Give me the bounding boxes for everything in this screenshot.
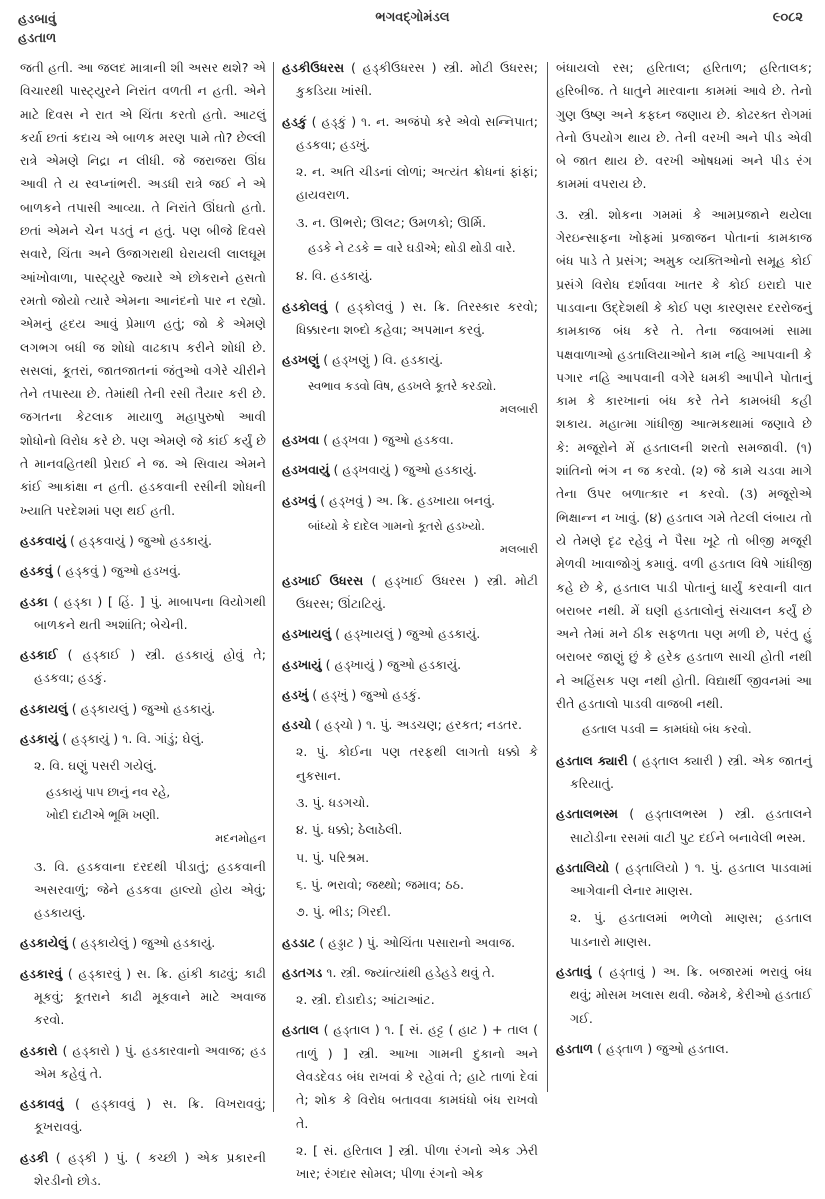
- entry-sense: ૨. ન. અતિ ચીડનાં લોળાં; અત્યંત ક્રોધનાં ફાંફાં; હાયવરાળ.: [296, 164, 538, 203]
- entry-headword: હડકવું: [20, 563, 53, 579]
- entry-definition: ( હડ્કાઈ ) સ્ત્રી. હડકાયું હોવું તે; હડકવા; હડકું.: [34, 647, 266, 686]
- entry-definition: ( હડ્કાયેલું ) જુઓ હડકાયું.: [67, 935, 216, 951]
- dictionary-entry: [282, 569, 538, 616]
- entry-definition: ( હડ્ખવાયું ) જુઓ હડકાયું.: [329, 462, 477, 478]
- entry-headword: હડકાઈ: [20, 647, 58, 663]
- dictionary-title: ભગવદ્‌ગોમંડલ: [375, 10, 450, 25]
- dictionary-entry: [282, 295, 538, 342]
- entry-sense: ૨. વિ. ઘણું પસરી ગયેલું.: [34, 758, 157, 774]
- entry-definition: ( હડ્કાયલું ) જુઓ હડકાયું.: [67, 700, 216, 716]
- quote-attribution: મદનમોહન: [215, 831, 266, 846]
- usage-quote: [20, 781, 266, 851]
- column-1: [20, 56, 266, 1199]
- entry-headword: હડખણું: [282, 352, 320, 368]
- entry-headword: હડતાલિયો: [556, 859, 610, 875]
- quote-attribution: મલબારી: [499, 542, 538, 557]
- continuation-paragraph: ૩. સ્ત્રી. શોકના ગમમાં કે આમપ્રજાને થયેલા ગેરઇન્સાફના ખોફમાં પ્રજાજન પોતાનાં કામકાજ બંધ પાડે તે પ્રસંગ; અમુક વ્યક્તિઓનો સમૂહ કોઈ પ્રસંગે વિરોધ દર્શાવવા ખાતર કે કોઈ ઇરાદો પાર પાડવાના ઉદ્દેશથી કે કોઈ પણ કારણસર દરરોજનું કામકાજ બંધ કરે તે. તેના જવાબમાં સામા પક્ષવાળાઓ હડતાલિયાઓને કામ નહિ આપવાની કે પગાર નહિ આપવાની વગેરે ધમકી આપીને પોતાનું કામ કે કારખાનાં બંધ કરે તેને કામબંધી કહી શકાય. મહાત્મા ગાંધીજી આત્મકથામાં જણાવે છે કે: મજૂરોને મેં હડતાલની શરતો સમજાવી. (૧) શાંતિનો ભંગ ન જ કરવો. (૨) જે કામે ચડવા માગે તેના ઉપર બળાત્કાર ન કરવો. (૩) મજૂરોએ ભિક્ષાન્ન ન ખાવું. (૪) હડતાલ ગમે તેટલી લંબાય તો યે તેમણે દૃઢ રહેવું ને પૈસા ખૂટે તો બીજી મજૂરી મેળવી ખાવાજોગું કમાવું. વળી હડતાલ વિષે ગાંધીજી કહે છે કે, હડતાલ પાડી પોતાનું ધાર્યું કરવાની વાત બરાબર નથી. મેં ઘણી હડતાલોનું સંચાલન કર્યું છે અને તેમાં મને ઠીક સફળતા પણ મળી છે, પરંતુ હું બરાબર જાણું છું કે હરેક હડતાળ સાચી હોતી નથી ને અહિંસક પણ નથી હોતી. વિદ્યાર્થી જીવનમાં આ રીતે હડતાલો પાડવી વાજબી નથી.: [556, 206, 812, 712]
- dictionary-entry: [282, 489, 538, 512]
- guide-word-last: હડતાળ: [18, 31, 57, 46]
- usage-quote: [282, 515, 538, 562]
- entry-headword: હડડાટ: [282, 934, 316, 950]
- page-header: [0, 10, 825, 54]
- dictionary-entry: [20, 1146, 266, 1193]
- entry-definition: ( હડ્કાયું ) ૧. વિ. ગાંડું; ઘેલું.: [58, 731, 205, 747]
- usage-quote: [282, 237, 538, 260]
- dictionary-entry: [20, 559, 266, 582]
- entry-headword: હડતાલ ક્યારી: [556, 752, 628, 768]
- entry-sense: ૩. પું. ધડગચો.: [296, 795, 370, 811]
- dictionary-entry: [282, 428, 538, 451]
- entry-definition: ( હડ્ખાઈ ઉધરસ ) સ્ત્રી. મોટી ઉધરસ; ઊંટાટિયું.: [296, 572, 538, 611]
- dictionary-entry: [282, 931, 538, 954]
- dictionary-entry: [282, 683, 538, 706]
- entry-headword: હડકાવવું: [20, 1096, 64, 1112]
- entry-headword: હડખાયલું: [282, 626, 332, 642]
- column-3: [556, 56, 812, 1067]
- dictionary-entry: [282, 713, 538, 736]
- entry-definition: ( હડ્તાલભસ્મ ) સ્ત્રી. હડતાલને સાટોડીના રસમાં વાટી પુટ દઈને બનાવેલી ભસ્મ.: [570, 806, 812, 845]
- quote-line: હડતાલ પડવી = કામધંધો બંધ કરવો.: [582, 722, 752, 737]
- entry-definition: ( હડ્ડાટ ) પું. ઓચિંતા પસારાનો અવાજ.: [315, 934, 516, 950]
- entry-sense: ૨. પું. કોઈના પણ તરફથી લાગતો ધક્કો કે નુકસાન.: [296, 744, 538, 783]
- column-divider: [273, 62, 274, 1112]
- entry-sense: ૪. વિ. હડકાયું.: [296, 268, 373, 284]
- entry-headword: હડકારો: [20, 1042, 58, 1058]
- entry-headword: હડકવાયું: [20, 532, 67, 548]
- page-number: ૯૦૮૨: [772, 10, 803, 25]
- quote-line: બાંધ્યો કે દાદેલ ગામનો કૂતરો હડખ્યો.: [308, 519, 485, 534]
- entry-definition: ( હડ્ચો ) ૧. પું. અડચણ; હરકત; નડતર.: [311, 717, 522, 733]
- entry-definition: ( હડ્તાળ ) જુઓ હડતાલ.: [593, 1040, 729, 1056]
- usage-quote: [556, 718, 812, 741]
- entry-definition: ( હડ્કારો ) પું. હડકારવાનો અવાજ; હડ એમ કહેવું તે.: [34, 1042, 266, 1081]
- entry-definition: ( હડ્તાલ ક્યારી ) સ્ત્રી. એક જાતનું કરિયાતું.: [570, 752, 812, 791]
- entry-headword: હડચો: [282, 717, 312, 733]
- entry-headword: હડખવું: [282, 492, 317, 508]
- entry-definition: ( હડ્તાલ ) ૧. [ સં. હટ્ટ ( હાટ ) + તાલ ( તાળું ) ] સ્ત્રી. આખા ગામની દુકાનો અને લેવડદેવડ બંધ રાખવાં કે રહેવાં તે; હાટે તાળાં દેવાં તે; શોક કે વિરોધ બતાવવા કામધંધો બંધ રાખવો તે.: [296, 1022, 538, 1131]
- entry-definition: ( હડ્ખવું ) અ. ક્રિ. હડખાયા બનવું.: [316, 492, 496, 508]
- entry-headword: હડતગડ: [282, 964, 323, 980]
- quote-line: ખોદી દાટીએ ભૂમિ ખણી.: [46, 807, 160, 822]
- dictionary-entry: [20, 590, 266, 637]
- quote-line: હડકે ને ટડકે = વારે ઘડીએ; થોડી થોડી વારે.: [308, 241, 516, 256]
- entry-definition: ( હડ્કી ) પું. ( કચ્છી ) એક પ્રકારની શેરડીનો છોડ.: [34, 1149, 266, 1189]
- dictionary-entry: [556, 802, 812, 849]
- entry-sense: ૨. સ્ત્રી. દોડાદોડ; આંટાઆંટ.: [296, 992, 435, 1008]
- entry-headword: હડકા: [20, 593, 48, 609]
- entry-definition: ( હડ્કવું ) જુઓ હડખવું.: [52, 563, 182, 579]
- dictionary-entry: [282, 110, 538, 157]
- dictionary-entry: [20, 643, 266, 690]
- guide-word-first: હડબાવું: [18, 12, 57, 27]
- entry-definition: ( હડ્કાવવું ) સ. ક્રિ. વિખરાવવું; કૂખરાવવું.: [34, 1096, 266, 1135]
- entry-headword: હડતાલ: [282, 1022, 319, 1038]
- entry-headword: હડકીઉધરસ: [282, 60, 345, 75]
- entry-headword: હડખાઈ ઉધરસ: [282, 572, 364, 588]
- entry-sense: ૩. વિ. હડકવાના દરદથી પીડાતું; હડકવાની અસરવાળું; જેને હડકવા હાલ્યો હોય એવું; હડકાયલું.: [34, 858, 266, 921]
- dictionary-entry: [556, 856, 812, 903]
- entry-sense: ૭. પું. ભીડ; ગિરદી.: [296, 904, 391, 920]
- entry-headword: હડકાયેલું: [20, 935, 68, 951]
- entry-definition: ( હડ્ખાયલું ) જુઓ હડકાયું.: [331, 626, 481, 642]
- entry-sense: ૨. [ સં. હરિતાલ ] સ્ત્રી. પીળા રંગનો એક ઝેરી ખાર; રંગદાર સોમલ; પીળા રંગનો એક: [296, 1142, 538, 1182]
- dictionary-entry: [282, 56, 538, 103]
- column-divider: [547, 62, 548, 1092]
- dictionary-entry: [20, 1092, 266, 1139]
- dictionary-entry: [282, 1018, 538, 1134]
- entry-headword: હડકી: [20, 1149, 49, 1165]
- dictionary-entry: [282, 961, 538, 984]
- entry-definition: ( હડ્તાલિયો ) ૧. પું. હડતાલ પાડવામાં આગેવાની લેનાર માણસ.: [570, 859, 812, 899]
- entry-headword: હડખવા: [282, 432, 320, 448]
- entry-sense: ૫. પું. પરિશ્રમ.: [296, 849, 370, 865]
- entry-definition: ( હડ્કા ) [ હિં. ] પું. માબાપના વિયોગથી બાળકને થતી અશાંતિ; બેચેની.: [34, 593, 266, 632]
- entry-headword: હડકારવું: [20, 965, 63, 981]
- dictionary-entry: [20, 529, 266, 552]
- entry-definition: ( હડ્ખાયું ) જુઓ હડકાયું.: [321, 656, 462, 672]
- entry-definition: ( હડ્કોલવું ) સ. ક્રિ. તિરસ્કાર કરવો; ધિક્કારના શબ્દો કહેવા; અપમાન કરવું.: [296, 298, 538, 337]
- entry-definition: ( હડ્ખવા ) જુઓ હડકવા.: [319, 432, 454, 448]
- entry-definition: ૧. સ્ત્રી. જ્યાંત્યાંથી હડેહડે થવું તે.: [322, 964, 495, 980]
- entry-sense: ૩. ન. ઊભરો; ઊલટ; ઉમળકો; ઊર્મિ.: [296, 214, 487, 230]
- entry-headword: હડકું: [282, 113, 307, 129]
- dictionary-entry: [20, 697, 266, 720]
- entry-definition: ( હડ્કું ) ૧. ન. અજંપો કરે એવો સન્નિપાત; હડકવા; હડખું.: [296, 113, 538, 152]
- entry-headword: હડતાલભસ્મ: [556, 806, 619, 822]
- column-2: [282, 56, 538, 1192]
- dictionary-entry: [282, 622, 538, 645]
- quote-attribution: મલબારી: [499, 401, 538, 416]
- dictionary-entry: [282, 458, 538, 481]
- entry-definition: ( હડ્કવાયું ) જુઓ હડકાયું.: [66, 532, 212, 548]
- entry-sense: ૬. પું. ભરાવો; જથ્થો; જમાવ; ઠઠ.: [296, 876, 464, 892]
- dictionary-entry: [282, 653, 538, 676]
- entry-headword: હડખવાયું: [282, 462, 330, 478]
- entry-headword: હડખાયું: [282, 656, 322, 672]
- dictionary-entry: [556, 960, 812, 1030]
- dictionary-entry: [282, 348, 538, 371]
- entry-sense: ૨. પું. હડતાલમાં ભળેલો માણસ; હડતાલ પાડનારો માણસ.: [570, 910, 812, 949]
- entry-headword: હડતાવું: [556, 963, 592, 979]
- entry-definition: ( હડ્કીઉધરસ ) સ્ત્રી. મોટી ઉધરસ; કુકડિયા ખાંસી.: [296, 60, 538, 99]
- entry-headword: હડકાયું: [20, 731, 59, 747]
- entry-sense: ૪. પું. ધક્કો; ઠેલાઠેલી.: [296, 822, 403, 838]
- dictionary-entry: [556, 749, 812, 796]
- entry-headword: હડકાયલું: [20, 700, 68, 716]
- dictionary-entry: [20, 727, 266, 750]
- usage-quote: [282, 375, 538, 422]
- dictionary-entry: [20, 962, 266, 1032]
- entry-definition: ( હડ્ખણું ) વિ. હડકાયું.: [319, 352, 444, 368]
- entry-headword: હડકોલવું: [282, 298, 328, 314]
- entry-definition: ( હડ્કારવું ) સ. ક્રિ. હાંકી કાઢવું; કાઢી મૂકવું; કૂતરાને કાઢી મૂકવાને માટે અવાજ કરવો.: [34, 965, 266, 1028]
- continuation-paragraph: બંધાયલો રસ; હરિતાલ; હરિતાળ; હરિતાલક; હરિબીજ. તે ધાતુને મારવાના કામમાં આવે છે. તેનો ગુણ ઉષ્ણ અને કફઘ્ન જણાય છે. કોઢરક્ત રોગમાં તેનો ઉપયોગ થાય છે. તેની વરખી અને પીડ એવી બે જાત થાય છે. વરખી ઓષધમાં અને પીડ રંગ કામમાં વપરાય છે.: [556, 60, 812, 192]
- entry-headword: હડખું: [282, 686, 309, 702]
- quote-line: સ્વભાવ કડવો વિષ, હડખલે કૂતરે કરડ્યો.: [308, 378, 497, 393]
- dictionary-entry: [20, 931, 266, 954]
- entry-definition: ( હડ્ખું ) જુઓ હડકું.: [308, 686, 421, 702]
- entry-headword: હડતાળ: [556, 1040, 594, 1056]
- entry-definition: ( હડ્તાવું ) અ. ક્રિ. બજારમાં ભરાવું બંધ થવું; મોસમ ખલાસ થવી. જેમકે, કેરીઓ હડતાઈ ગઈ.: [570, 963, 812, 1026]
- dictionary-entry: [556, 1037, 812, 1060]
- continuation-paragraph: જતી હતી. આ જલદ માત્રાની શી અસર થશે? એ વિચારથી પાસ્ટ્યુરને નિરાંત વળતી ન હતી. એને માટે દિવસ ને રાત એ ચિંતા કરતો હતો. આટલું કર્યા છતાં કદાચ એ બાળક મરણ પામે તો? છેલ્લી રાત્રે એમણે નિદ્રા ન લીધી. જે જરાજરા ઊંઘ આવી તે ય સ્વપ્નાંભરી. અડધી રાત્રે જઈ ને એ બાળકને તપાસી આવ્યા. તે નિરાંતે ઊંઘતો હતો. છતાં એમને ચેન પડતું ન હતું. પણ બીજે દિવસે સવારે, ચિંતા અને ઉજાગરાથી ઘેરાયલી લાલઘૂમ આંખોવાળા, પાસ્ટ્યુરે જ્યારે એ છોકરાને હસતો રમતો જોયો ત્યારે એમના આનંદનો પાર ન રહ્યો. એમનું હૃદય આવું પ્રેમાળ હતું; જો કે એમણે લગભગ બધી જ શોધો વાઢકાપ કરીને શોધી છે. સસલાં, કૂતરાં, જાતજાતનાં જંતુઓ વગેરે ચીરીને તેને તપાસ્યા છે. તેમાંથી તેની રસી તૈયાર કરી છે. જગતના કેટલાક માયાળુ મહાપુરુષો આવી શોધોનો વિરોધ કરે છે. પણ એમણે જે કાંઈ કર્યું છે તે માનવહિતથી પ્રેરાઈ ને જ. એ સિવાય એમને કાંઈ આકાંક્ષા ન હતી. હડકવાની રસીની શોધની ખ્યાતિ પરદેશમાં પણ થઈ હતી.: [20, 60, 266, 518]
- quote-line: હડકાયું પાપ છાનું નવ રહે,: [46, 784, 171, 799]
- dictionary-entry: [20, 1039, 266, 1086]
